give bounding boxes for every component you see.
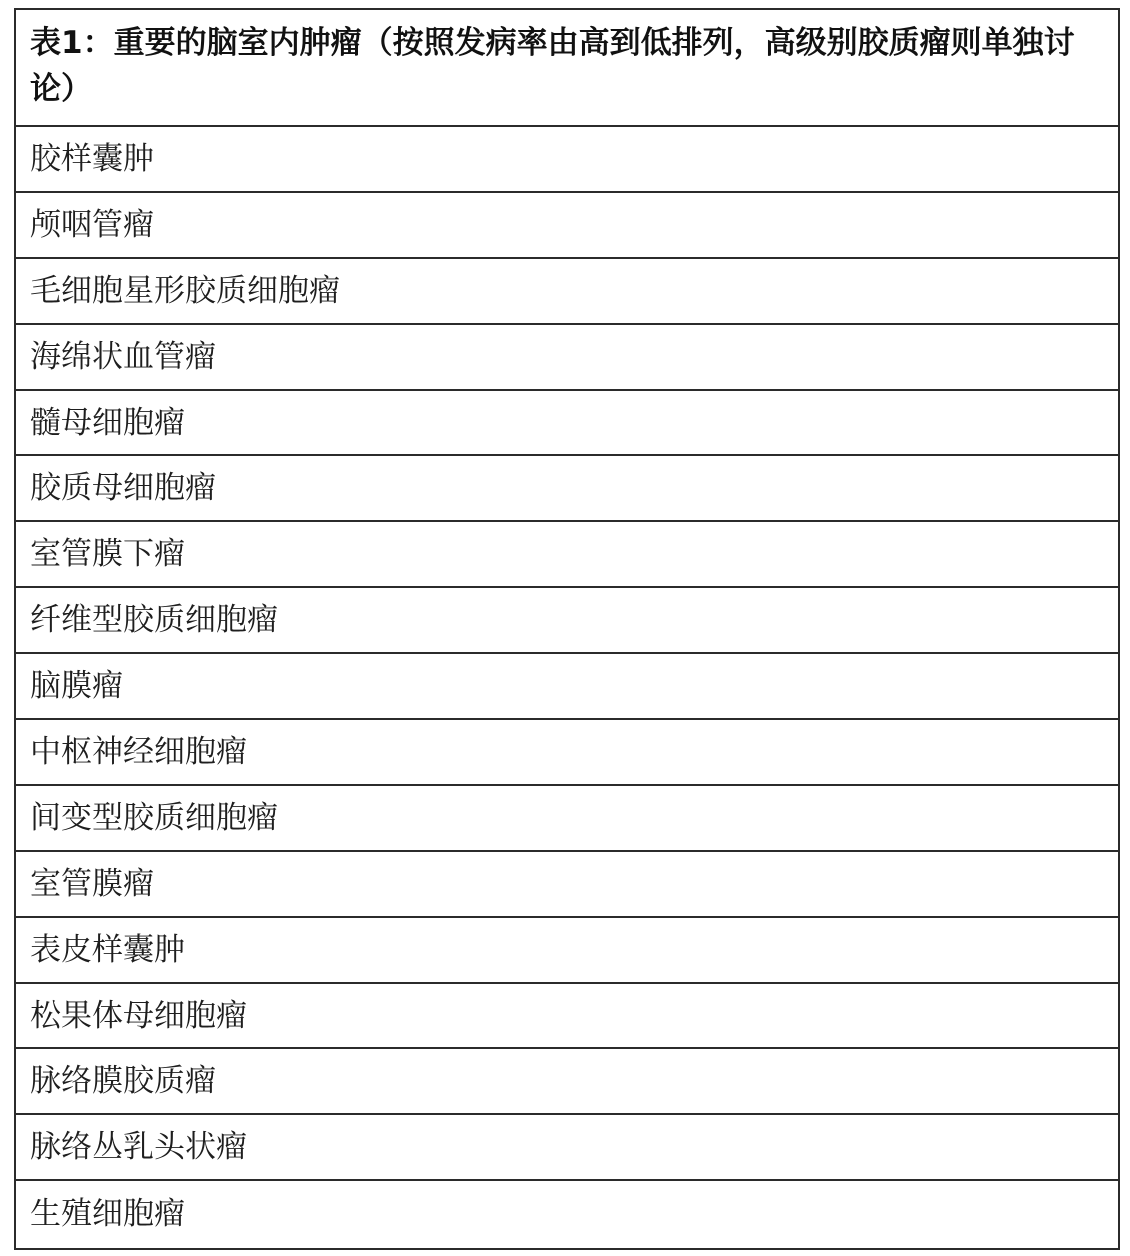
table-row: 脉络膜胶质瘤 [16, 1049, 1118, 1115]
intraventricular-tumor-table [14, 8, 1120, 1250]
table-row: 颅咽管瘤 [16, 193, 1118, 259]
table-row: 生殖细胞瘤 [30, 1196, 185, 1233]
table-row: 胶质母细胞瘤 [16, 456, 1118, 522]
table-row: 脉络丛乳头状瘤 [16, 1115, 1118, 1181]
table-row: 松果体母细胞瘤 [16, 984, 1118, 1050]
table-row: 海绵状血管瘤 [16, 325, 1118, 391]
table-row: 髓母细胞瘤 [16, 391, 1118, 457]
table-row: 脑膜瘤 [16, 654, 1118, 720]
table-row: 间变型胶质细胞瘤 [16, 786, 1118, 852]
table-row: 室管膜瘤 [16, 852, 1118, 918]
table-row: 纤维型胶质细胞瘤 [16, 588, 1118, 654]
table-row: 胶样囊肿 [16, 127, 1118, 193]
table-row: 毛细胞星形胶质细胞瘤 [16, 259, 1118, 325]
table-row: 中枢神经细胞瘤 [16, 720, 1118, 786]
table-row: 表皮样囊肿 [16, 918, 1118, 984]
table-row: 室管膜下瘤 [16, 522, 1118, 588]
table-title: 表1：重要的脑室内肿瘤（按照发病率由高到低排列，高级别胶质瘤则单独讨论） [16, 10, 1118, 127]
